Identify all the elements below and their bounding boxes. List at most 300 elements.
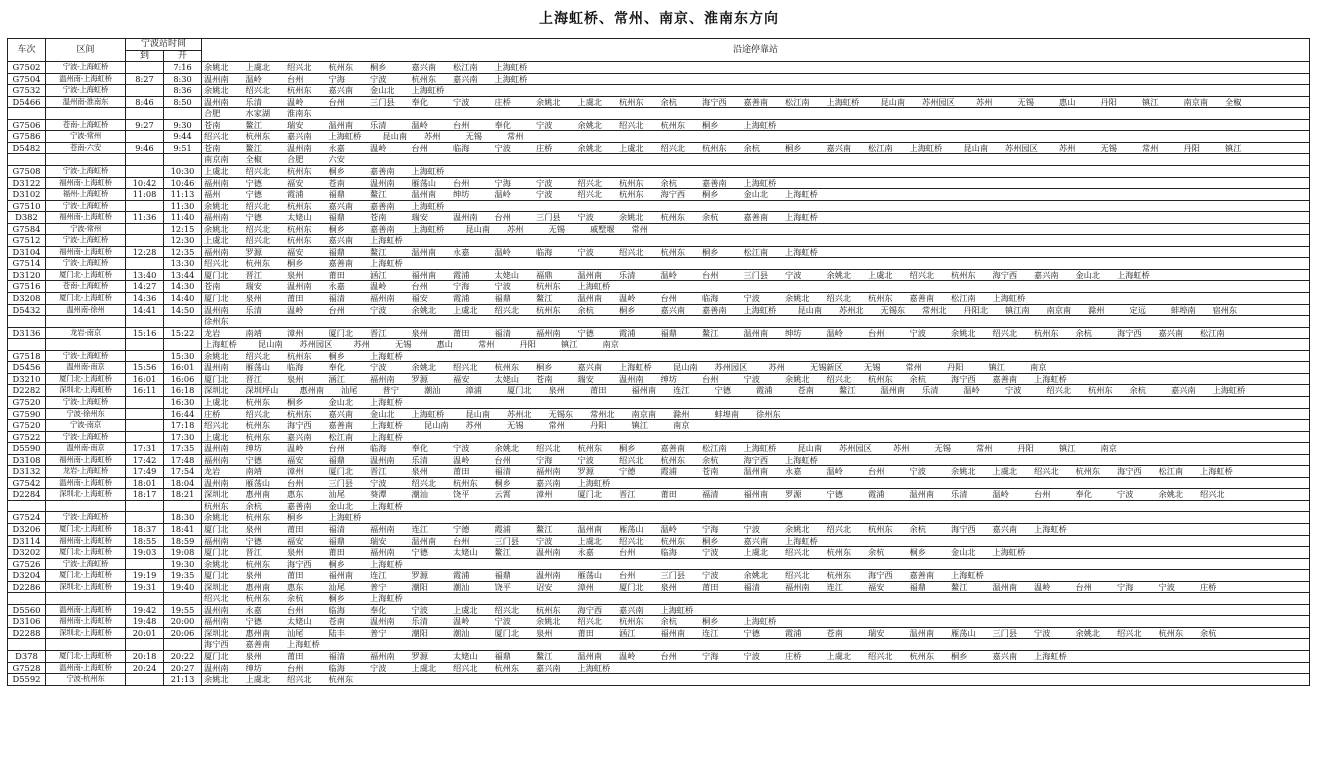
stop-name: 温州南	[204, 604, 229, 615]
stop-name: 昆山南	[465, 408, 491, 419]
stop-name: 温州南	[411, 189, 437, 200]
route-cell: 福州南-上海虹桥	[46, 177, 126, 189]
stop-name: 余姚北	[785, 373, 810, 384]
route-cell: 厦门北-上海虹桥	[46, 269, 126, 281]
stop-name: 福州南	[370, 547, 395, 558]
stop-name: 嘉善南	[909, 570, 935, 581]
stop-name: 杭州东	[868, 373, 893, 384]
stop-name: 丹阳	[1100, 96, 1117, 107]
stop-name: 鳌江	[494, 547, 511, 558]
depart-time: 17:48	[164, 454, 202, 466]
stops-cell	[202, 304, 1310, 316]
depart-time: 13:30	[164, 258, 202, 270]
arrive-time: 14:41	[126, 304, 164, 316]
stop-name: 宁波	[1034, 627, 1051, 638]
stop-name: 庄桥	[1200, 581, 1217, 592]
stop-name: 宁海	[536, 454, 553, 465]
stop-name: 宁波	[411, 604, 428, 615]
depart-time: 10:46	[164, 177, 202, 189]
stop-name: 丹阳北	[963, 304, 989, 315]
stop-name: 宁波	[494, 616, 511, 627]
stop-name: 苏州	[976, 96, 993, 107]
stop-name: 绍兴北	[453, 362, 478, 373]
stop-name: 涵江	[619, 627, 636, 638]
stop-name: 温州南	[204, 362, 229, 373]
stop-name: 杭州东	[494, 362, 520, 373]
stop-name: 杭州东	[287, 408, 312, 419]
stop-name: 嘉善南	[743, 96, 769, 107]
stop-name: 泉州	[536, 627, 553, 638]
stop-name: 福鼎	[494, 570, 511, 581]
stops-cell	[202, 108, 1310, 120]
stop-name: 昆山南	[797, 304, 823, 315]
stop-name: 临海	[328, 662, 345, 673]
table-row	[8, 593, 1310, 605]
stops-cell	[202, 246, 1310, 258]
route-cell: 苍南-六安	[46, 142, 126, 154]
stop-name: 无锡	[934, 443, 951, 454]
stop-name: 绍兴北	[494, 604, 520, 615]
stop-name: 三门县	[536, 212, 561, 223]
stop-name: 合肥	[287, 154, 304, 165]
stop-name: 临海	[660, 547, 677, 558]
route-cell: 宁波-上海虹桥	[46, 62, 126, 74]
stop-name: 常州	[976, 443, 993, 454]
stop-name: 雁荡山	[619, 523, 644, 534]
stops-cell	[202, 385, 1310, 397]
stop-name: 绍兴北	[204, 131, 229, 142]
stop-name: 台州	[411, 281, 428, 292]
stop-name: 潮汕	[453, 627, 470, 638]
stop-name: 台州	[328, 443, 345, 454]
stop-name: 厦门北	[328, 327, 354, 338]
arrive-time	[126, 108, 164, 120]
stop-name: 杭州东	[536, 604, 561, 615]
route-cell: 福州南-上海虹桥	[46, 246, 126, 258]
stop-name: 宁德	[245, 616, 262, 627]
depart-time	[164, 339, 202, 351]
stop-name: 永嘉	[577, 547, 594, 558]
stop-name: 福州南	[631, 385, 657, 396]
stop-name: 苏州	[1059, 142, 1076, 153]
stop-name: 上虞北	[204, 431, 229, 442]
stop-name: 余姚北	[1158, 489, 1184, 500]
stop-name: 温岭	[453, 616, 470, 627]
stop-name: 霞浦	[660, 466, 677, 477]
stop-name: 泉州	[287, 373, 304, 384]
stop-name: 嘉兴南	[577, 362, 603, 373]
stops-cell	[202, 339, 1310, 351]
stop-name: 霞浦	[453, 269, 470, 280]
train-number: G7518	[8, 350, 46, 362]
stop-name: 台州	[660, 293, 677, 304]
stop-name: 福鼎	[494, 293, 511, 304]
depart-time: 20:00	[164, 616, 202, 628]
stop-name: 宁德	[453, 523, 470, 534]
stop-name: 福州南	[204, 212, 229, 223]
stop-name: 惠州南	[245, 581, 271, 592]
arrive-time: 9:46	[126, 142, 164, 154]
stop-name: 汕尾	[287, 627, 304, 638]
table-row	[8, 443, 1310, 455]
stop-name: 苏州北	[839, 304, 864, 315]
stop-name: 宁德	[411, 547, 428, 558]
stop-name: 宁海	[702, 650, 719, 661]
stop-name: 余姚北	[204, 512, 229, 523]
stop-name: 杭州东	[660, 454, 686, 465]
stop-name: 绍兴北	[785, 547, 810, 558]
table-row	[8, 385, 1310, 397]
stop-name: 饶平	[453, 489, 470, 500]
stop-name: 嘉兴南	[453, 73, 478, 84]
stop-name: 鳌江	[245, 119, 262, 130]
route-cell: 厦门北-上海虹桥	[46, 523, 126, 535]
stop-name: 余杭	[1075, 327, 1092, 338]
stop-name: 温州南	[743, 466, 769, 477]
stop-name: 宁波	[536, 535, 553, 546]
depart-time: 20:27	[164, 662, 202, 674]
table-row	[8, 316, 1310, 328]
train-number	[8, 639, 46, 651]
stop-name: 温岭	[660, 269, 677, 280]
stop-name: 临海	[536, 246, 553, 257]
stop-name: 杭州东	[287, 350, 312, 361]
stop-name: 宁波	[1158, 581, 1175, 592]
stop-name: 昆山南	[880, 96, 906, 107]
stop-name: 上海虹桥	[992, 547, 1026, 558]
stop-name: 绍兴北	[785, 570, 810, 581]
stop-name: 嘉善南	[245, 639, 271, 650]
stop-name: 余姚北	[785, 293, 810, 304]
stop-name: 台州	[494, 454, 511, 465]
arrive-time: 10:42	[126, 177, 164, 189]
stop-name: 漳州	[287, 327, 304, 338]
stop-name: 宁波	[743, 373, 760, 384]
arrive-time	[126, 258, 164, 270]
stop-name: 余姚北	[204, 62, 229, 73]
stop-name: 金山北	[328, 396, 354, 407]
stop-name: 深圳坪山	[245, 385, 279, 396]
stop-name: 上海虹桥	[370, 500, 403, 511]
stop-name: 上海虹桥	[785, 212, 818, 223]
stop-name: 宁波	[743, 650, 760, 661]
route-cell: 宁波-常州	[46, 131, 126, 143]
stop-name: 上海虹桥	[411, 200, 445, 211]
stop-name: 松江南	[785, 96, 810, 107]
stop-name: 余杭	[1200, 627, 1217, 638]
stop-name: 普宁	[382, 385, 399, 396]
stop-name: 福鼎	[536, 269, 553, 280]
depart-time: 18:59	[164, 535, 202, 547]
stop-name: 嘉善南	[370, 223, 395, 234]
stop-name: 杭州东	[1034, 327, 1059, 338]
train-number: D3114	[8, 535, 46, 547]
stop-name: 漳州	[536, 489, 553, 500]
stop-name: 杭州东	[577, 443, 603, 454]
stop-name: 海宁西	[204, 639, 229, 650]
train-number: G7526	[8, 558, 46, 570]
stop-name: 宁波	[536, 177, 553, 188]
stop-name: 宁波	[743, 523, 760, 534]
stop-name: 福州南	[204, 454, 229, 465]
stop-name: 杭州东	[660, 212, 686, 223]
depart-time: 16:01	[164, 362, 202, 374]
stops-cell	[202, 420, 1310, 432]
stop-name: 宁海	[453, 281, 470, 292]
train-number: D5590	[8, 443, 46, 455]
table-row	[8, 235, 1310, 247]
stop-name: 霞浦	[619, 327, 636, 338]
stop-name: 杭州东	[660, 535, 686, 546]
stop-name: 苏州	[768, 362, 785, 373]
stop-name: 莆田	[453, 466, 470, 477]
stop-name: 上海虹桥	[619, 362, 652, 373]
route-cell: 温州南-上海虹桥	[46, 604, 126, 616]
table-row	[8, 639, 1310, 651]
depart-time: 10:30	[164, 166, 202, 178]
stop-name: 绍兴北	[245, 350, 271, 361]
stop-name: 宁波	[577, 212, 594, 223]
table-row	[8, 650, 1310, 662]
train-number: D382	[8, 212, 46, 224]
arrive-time: 18:17	[126, 489, 164, 501]
depart-time: 17:18	[164, 420, 202, 432]
stop-name: 汕尾	[328, 581, 345, 592]
stop-name: 临海	[702, 293, 719, 304]
arrive-time	[126, 639, 164, 651]
stop-name: 莆田	[660, 489, 677, 500]
stop-name: 潮汕	[424, 385, 441, 396]
stop-name: 海宁西	[287, 420, 312, 431]
stop-name: 泉州	[660, 581, 677, 592]
stop-name: 余姚北	[204, 674, 229, 685]
stop-name: 丹阳	[947, 362, 964, 373]
stop-name: 鳌江	[370, 246, 387, 257]
train-number: D3136	[8, 327, 46, 339]
stop-name: 镇江	[988, 362, 1005, 373]
depart-time: 16:44	[164, 408, 202, 420]
stop-name: 上海虹桥	[785, 454, 818, 465]
stop-name: 宁波	[577, 246, 594, 257]
route-cell: 宁波-南京	[46, 420, 126, 432]
stop-name: 深圳北	[204, 627, 229, 638]
table-row	[8, 547, 1310, 559]
stop-name: 常州	[1142, 142, 1159, 153]
stop-name: 温州南	[453, 212, 478, 223]
stop-name: 宁德	[577, 327, 594, 338]
route-cell: 福州南-上海虹桥	[46, 616, 126, 628]
stop-name: 苍南	[328, 177, 345, 188]
stop-name: 瑞安	[370, 535, 387, 546]
table-row	[8, 420, 1310, 432]
timetable-body	[8, 62, 1310, 686]
stop-name: 海宁西	[743, 454, 769, 465]
stop-name: 汕尾	[328, 489, 345, 500]
stop-name: 绍兴北	[411, 477, 437, 488]
stop-name: 余姚北	[204, 350, 229, 361]
train-number	[8, 316, 46, 328]
stops-header: 沿途停靠站	[202, 39, 1310, 62]
route-cell: 宁波-上海虹桥	[46, 512, 126, 524]
table-row	[8, 523, 1310, 535]
train-number: D2282	[8, 385, 46, 397]
train-number	[8, 154, 46, 166]
train-number: G7542	[8, 477, 46, 489]
stop-name: 宁海	[328, 73, 345, 84]
stop-name: 余杭	[660, 96, 677, 107]
arrive-time	[126, 500, 164, 512]
stop-name: 涵江	[370, 269, 387, 280]
stop-name: 台州	[1034, 489, 1051, 500]
stops-cell	[202, 650, 1310, 662]
stop-name: 南京	[673, 420, 690, 431]
stop-name: 台州	[660, 650, 677, 661]
stop-name: 福鼎	[328, 189, 345, 200]
table-row	[8, 258, 1310, 270]
stop-name: 温州南	[204, 96, 229, 107]
stop-name: 普宁	[370, 627, 387, 638]
stop-name: 台州	[868, 466, 885, 477]
table-row	[8, 85, 1310, 97]
stop-name: 杭州东	[245, 258, 271, 269]
arrive-time: 15:56	[126, 362, 164, 374]
stop-name: 莆田	[702, 581, 719, 592]
stops-cell	[202, 616, 1310, 628]
train-number: D3132	[8, 466, 46, 478]
stop-name: 绅坊	[245, 443, 262, 454]
stop-name: 宁波	[1117, 489, 1134, 500]
table-row	[8, 223, 1310, 235]
depart-time	[164, 593, 202, 605]
stop-name: 瑞安	[287, 119, 304, 130]
table-row	[8, 362, 1310, 374]
stop-name: 绍兴北	[494, 304, 520, 315]
stop-name: 永嘉	[453, 246, 470, 257]
stops-cell	[202, 500, 1310, 512]
stop-name: 绍兴北	[577, 189, 603, 200]
stops-cell	[202, 604, 1310, 616]
stop-name: 宁德	[826, 489, 843, 500]
stop-name: 上海虹桥	[743, 177, 777, 188]
stops-cell	[202, 235, 1310, 247]
route-cell: 厦门北-上海虹桥	[46, 293, 126, 305]
stop-name: 霞浦	[453, 293, 470, 304]
depart-time: 15:30	[164, 350, 202, 362]
stop-name: 宁波	[370, 662, 387, 673]
route-cell	[46, 108, 126, 120]
stop-name: 上海虹桥	[743, 119, 777, 130]
train-number: G7510	[8, 200, 46, 212]
stop-name: 台州	[287, 73, 304, 84]
arrive-time	[126, 558, 164, 570]
stops-cell	[202, 674, 1310, 686]
stop-name: 乐清	[922, 385, 939, 396]
stop-name: 鳌江	[536, 523, 553, 534]
stop-name: 滁州	[673, 408, 690, 419]
table-row	[8, 108, 1310, 120]
stop-name: 余杭	[287, 593, 304, 604]
table-row	[8, 304, 1310, 316]
stop-name: 金山北	[370, 408, 395, 419]
stop-name: 定远	[1129, 304, 1146, 315]
train-number: G7524	[8, 512, 46, 524]
depart-time: 9:30	[164, 119, 202, 131]
stop-name: 莆田	[328, 547, 345, 558]
stops-cell	[202, 489, 1310, 501]
route-cell	[46, 500, 126, 512]
table-row	[8, 131, 1310, 143]
stop-name: 惠州南	[299, 385, 325, 396]
stop-name: 乐清	[245, 96, 262, 107]
stop-name: 福安	[868, 581, 885, 592]
stop-name: 常州	[548, 420, 565, 431]
stops-cell	[202, 223, 1310, 235]
stop-name: 常州	[507, 131, 524, 142]
stop-name: 泉州	[411, 327, 428, 338]
arrive-time: 17:49	[126, 466, 164, 478]
stop-name: 嘉善南	[660, 443, 686, 454]
stop-name: 福州南	[204, 616, 229, 627]
stop-name: 宁波	[702, 547, 719, 558]
stop-name: 太姥山	[494, 269, 520, 280]
stop-name: 温岭	[1034, 581, 1051, 592]
stop-name: 上海虹桥	[785, 189, 818, 200]
stop-name: 陆丰	[328, 627, 345, 638]
stop-name: 台州	[453, 177, 470, 188]
stop-name: 上海虹桥	[328, 131, 362, 142]
route-cell: 厦门北-上海虹桥	[46, 570, 126, 582]
stops-cell	[202, 200, 1310, 212]
arrive-time: 20:18	[126, 650, 164, 662]
stop-name: 宁海	[494, 177, 511, 188]
stop-name: 福安	[287, 535, 304, 546]
stop-name: 罗源	[411, 570, 428, 581]
stop-name: 普宁	[370, 581, 387, 592]
stop-name: 宁波	[494, 142, 511, 153]
train-number: D3120	[8, 269, 46, 281]
route-cell: 温州南-上海虹桥	[46, 73, 126, 85]
stop-name: 上海虹桥	[494, 62, 528, 73]
stop-name: 上虞北	[411, 662, 437, 673]
stop-name: 漳浦	[465, 385, 482, 396]
stop-name: 绍兴北	[577, 177, 603, 188]
stop-name: 泉州	[287, 547, 304, 558]
depart-time: 16:06	[164, 373, 202, 385]
stop-name: 鳌江	[370, 189, 387, 200]
arrive-time: 9:27	[126, 119, 164, 131]
stop-name: 瑞安	[577, 373, 594, 384]
stop-name: 嘉兴南	[1034, 269, 1059, 280]
stop-name: 绍兴北	[1117, 627, 1142, 638]
stop-name: 罗源	[245, 246, 262, 257]
stop-name: 余姚北	[951, 466, 976, 477]
route-cell: 温州南-南京	[46, 443, 126, 455]
table-row	[8, 466, 1310, 478]
stop-name: 惠州南	[245, 489, 271, 500]
stop-name: 温州南	[411, 246, 437, 257]
stop-name: 上海虹桥	[577, 477, 611, 488]
stop-name: 上虞北	[453, 604, 478, 615]
stops-cell	[202, 570, 1310, 582]
stop-name: 永嘉	[245, 604, 262, 615]
stop-name: 松江南	[1158, 466, 1184, 477]
route-cell: 温州南-徐州	[46, 304, 126, 316]
stop-name: 台州	[619, 547, 636, 558]
stop-name: 苏州	[507, 223, 524, 234]
header-row-1	[8, 39, 1310, 51]
stop-name: 嘉兴南	[1171, 385, 1196, 396]
stop-name: 杭州东	[453, 477, 478, 488]
